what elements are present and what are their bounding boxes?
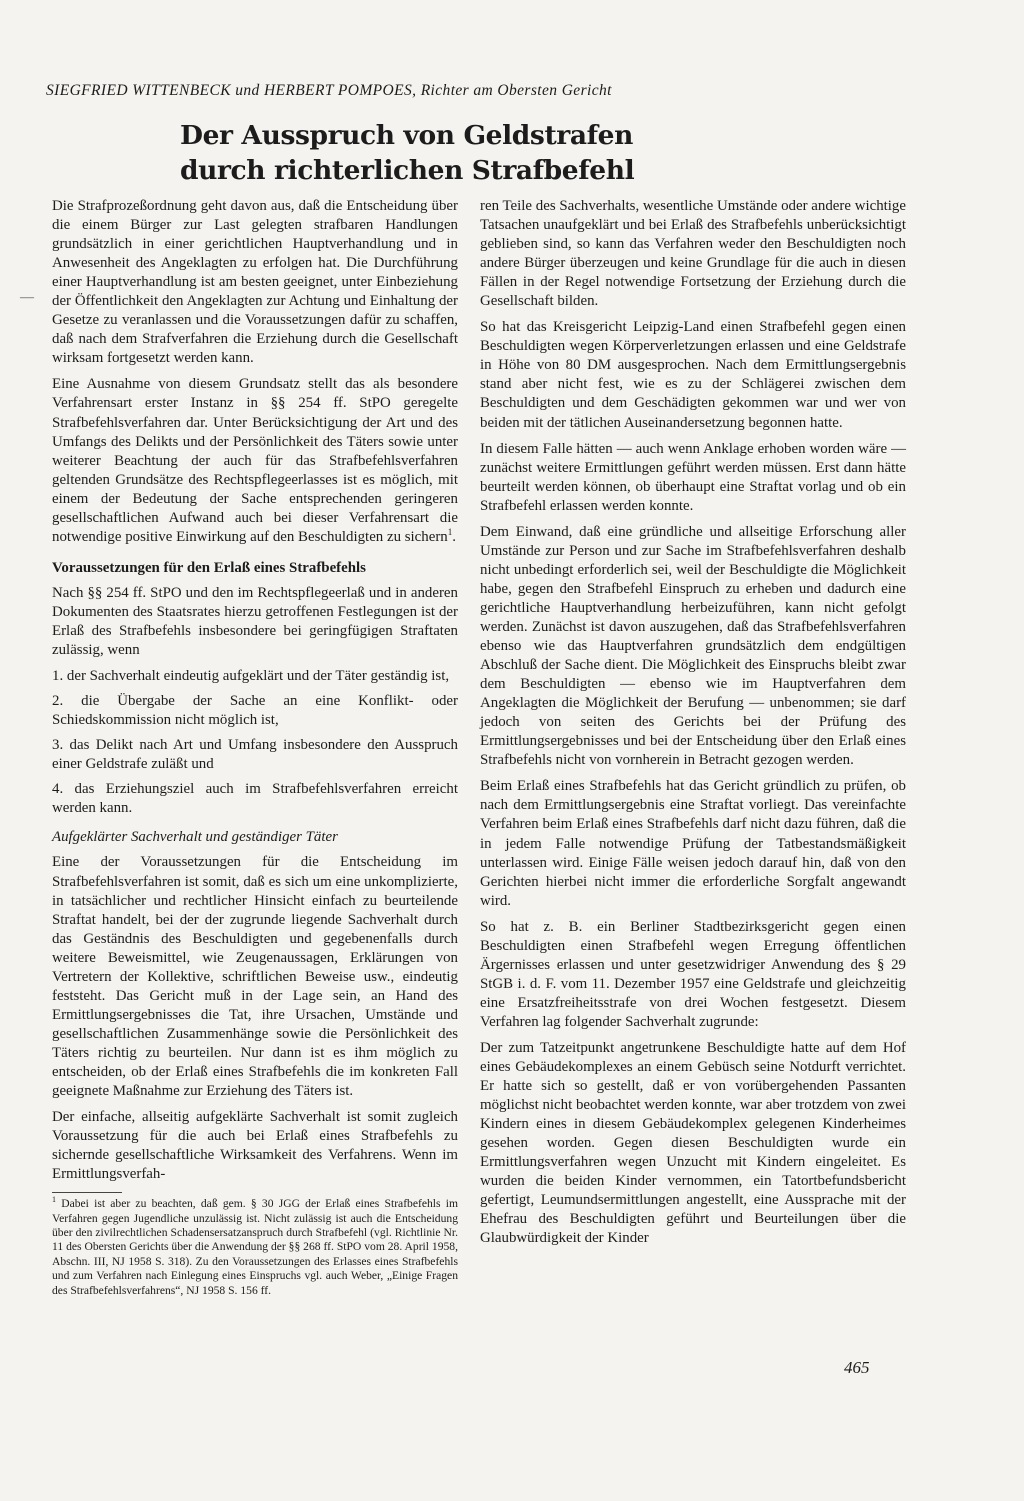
list-item: 2. die Übergabe der Sache an eine Konflikt- oder Schiedskommission nicht möglich ist,: [52, 693, 458, 729]
byline: SIEGFRIED WITTENBECK und HERBERT POMPOES, Richter am Obersten Gericht: [46, 82, 612, 99]
paragraph: Beim Erlaß eines Strafbefehls hat das Gericht gründlich zu prüfen, ob nach dem Ermittlungsergebnis eine Straftat vorliegt. Das vereinfachte Verfahren beim Erlaß eines Strafbefehls darf nicht dazu führen, daß die in jedem Falle notwendige Prüfung der Tatbestandsmäßigkeit unterlassen wird. Einige Fälle weisen jedoch darauf hin, daß von den Gerichten hierbei nicht immer die erforderliche Sorgfalt angewandt wird.: [480, 778, 906, 909]
paragraph: ren Teile des Sachverhalts, wesentliche Umstände oder andere wichtige Tatsachen unaufgeklärt und bei Erlaß des Strafbefehls unberücksichtigt geblieben sind, so kann das Verfahren weder den Beschuldigten noch andere Bürger überzeugen und keine Grundlage für die auch in diesen Fällen in der Regel notwendige Fortsetzung der Erziehung durch die Gesellschaft bilden.: [480, 198, 906, 310]
paragraph: Dem Einwand, daß eine gründliche und allseitige Erforschung aller Umstände zur Person und zur Sache im Strafbefehlsverfahren deshalb nicht unbedingt erforderlich sei, weil der Beschuldigte die Möglichkeit habe, gegen den Strafbefehl Einspruch zu erheben und dadurch eine gerichtliche Hauptverhandlung herbeizuführen, kann nicht gefolgt werden. Zunächst ist davon auszugehen, daß das Strafbefehlsverfahren ebenso wie das Hauptverfahren grundsätzlich dem endgültigen Abschluß der Sache dient. Die Möglichkeit des Einspruchs bleibt zwar dem Beschuldigten — ebenso wie im Hauptverfahren dem Angeklagten die Möglichkeit der Berufung — unbenommen; sie darf jedoch von seiten des Gerichts bei der Prüfung des Ermittlungsergebnisses und bei der Entscheidung über den Erlaß eines Strafbefehls nicht von vornherein in Betracht gezogen werden.: [480, 523, 906, 769]
paragraph: Eine der Voraussetzungen für die Entscheidung im Strafbefehlsverfahren ist somit, daß es sich um eine unkomplizierte, in tatsächlicher und rechtlicher Hinsicht einfach zu beurteilende Straftat handelt, bei der der zugrunde liegende Sachverhalt durch das Geständnis des Beschuldigten und gegebenenfalls durch weitere Beweismittel, wie Zeugenaussagen, Erklärungen von Vertretern der Kollektive, schriftlichen Beweise usw., eindeutig feststeht. Das Gericht muß in der Lage sein, an Hand des Ermittlungsergebnisses die Tat, ihre Ursachen, Umstände und gesellschaftlichen Zusammenhänge sowie die Persönlichkeit des Täters richtig zu beurteilen. Nur dann ist es ihm möglich zu entscheiden, ob der Erlaß eines Strafbefehls die im konkreten Fall geeignete Maßnahme zur Erziehung des Täters ist.: [52, 854, 458, 1100]
paragraph: Die Strafprozeßordnung geht davon aus, daß die Entscheidung über die einem Bürger zur Last gelegten strafbaren Handlungen grundsätzlich in einer gerichtlichen Hauptverhandlung und in Anwesenheit des Angeklagten zu erfolgen hat. Die Durchführung einer Hauptverhandlung ist am besten geeignet, unter Einbeziehung der Öffentlichkeit den Angeklagten zur Achtung und Einhaltung der Gesetze zu veranlassen und die Voraussetzungen dafür zu schaffen, daß nach dem Strafverfahren die Erziehung durch die Gesellschaft wirksam fortgesetzt werden kann.: [52, 198, 458, 367]
margin-mark: —: [20, 290, 34, 305]
page-number: 465: [844, 1358, 870, 1377]
paragraph: Nach §§ 254 ff. StPO und den im Rechtspflegeerlaß und in anderen Dokumenten des Staatsrates hierzu getroffenen Festlegungen ist der Erlaß des Strafbefehls insbesondere bei geringfügigen Straftaten zulässig, wenn: [52, 584, 458, 659]
title-line-2: durch richterlichen Strafbefehl: [180, 155, 635, 186]
footnote: [52, 1197, 458, 1298]
right-column: [480, 197, 906, 1255]
paragraph: Der zum Tatzeitpunkt angetrunkene Beschuldigte hatte auf dem Hof eines Gebäudekomplexes an einem Gebüsch seine Notdurft verrichtet. Er hatte sich so gestellt, daß er von vorübergehenden Passanten möglichst nicht beobachtet werden konnte, war aber trotzdem von zwei Kindern eines in diesem Gebäudekomplex gelegenen Kinderheimes gesehen worden. Gegen diesen Beschuldigten wurde ein Ermittlungsverfahren wegen Unzucht mit Kindern eingeleitet. Es wurden die beiden Kinder vernommen, ein Tatortbefundsbericht gefertigt, Leumundsermittlungen angestellt, eine Aussprache mit der Ehefrau des Beschuldigten geführt und Beurteilungen über die Glaubwürdigkeit der Kinder: [480, 1039, 906, 1247]
subsection-heading: Aufgeklärter Sachverhalt und geständiger Täter: [52, 829, 338, 846]
paragraph-end: .: [452, 528, 456, 545]
paragraph: So hat das Kreisgericht Leipzig-Land einen Strafbefehl gegen einen Beschuldigten wegen Körperverletzungen erlassen und eine Geldstrafe in Höhe von 80 DM ausgesprochen. Nach dem Ermittlungsergebnis stand aber nicht fest, wie es zu der Schlägerei zwischen dem Beschuldigten und dem Geschädigten gekommen war und wer von beiden mit der tätlichen Auseinandersetzung begonnen hatte.: [480, 319, 906, 431]
paragraph: [52, 375, 458, 546]
paragraph: Der einfache, allseitig aufgeklärte Sachverhalt ist somit zugleich Voraussetzung für die auch bei Erlaß eines Strafbefehls zu sichernde gesellschaftliche Wirksamkeit des Verfahrens. Wenn im Ermittlungsverfah-: [52, 1109, 458, 1183]
left-column: [52, 197, 458, 1298]
article-title: [180, 118, 880, 188]
list-item: 4. das Erziehungsziel auch im Strafbefehlsverfahren erreicht werden kann.: [52, 781, 458, 817]
paragraph: So hat z. B. ein Berliner Stadtbezirksgericht gegen einen Beschuldigten einen Strafbefehl wegen Erregung öffentlichen Ärgernisses erlassen und unter gesetzwidriger Anwendung des § 29 StGB i. d. F. vom 11. Dezember 1957 eine Geldstrafe und gleichzeitig eine Ersatzfreiheitsstrafe von drei Wochen festgesetzt. Diesem Verfahren lag folgender Sachverhalt zugrunde:: [480, 918, 906, 1030]
footnote-text: Dabei ist aber zu beachten, daß gem. § 30 JGG der Erlaß eines Strafbefehls im Verfahren gegen Jugendliche unzulässig ist. Nicht zulässig ist auch die Entscheidung über den zivilrechtlichen Schadensersatzanspruch durch Strafbefehl (vgl. Richtlinie Nr. 11 des Obersten Gerichts über die Anwendung der §§ 268 ff. StPO vom 28. April 1958, Abschn. III, NJ 1958 S. 318). Zu den Voraussetzungen des Erlasses eines Strafbefehls und zum Verfahren nach Einlegung eines Einspruchs vgl. auch Weber, „Einige Fragen des Strafbefehlsverfahrens“, NJ 1958 S. 156 ff.: [52, 1197, 458, 1297]
paragraph-text: Eine Ausnahme von diesem Grundsatz stellt das als besondere Verfahrensart erster Instanz in §§ 254 ff. StPO geregelte Strafbefehlsverfahren dar. Unter Berücksichtigung der Art und des Umfangs des Delikts und der Persönlichkeit des Täters sowie unter weiterer Beachtung der auch für das Strafbefehlsverfahren geltenden Grundsätze des Rechtspflegeerlasses ist es möglich, mit einem der Bedeutung der Sache entsprechenden geringeren gesellschaftlichen Aufwand auch bei dieser Verfahrensart die notwendige positive Einwirkung auf den Beschuldigten zu sichern: [52, 376, 458, 545]
section-heading: Voraussetzungen für den Erlaß eines Strafbefehls: [52, 559, 366, 576]
title-line-1: Der Ausspruch von Geldstrafen: [180, 120, 633, 151]
footnote-divider: [52, 1192, 122, 1193]
paragraph: In diesem Falle hätten — auch wenn Anklage erhoben worden wäre — zunächst weitere Ermittlungen geführt werden müssen. Erst dann hätte beurteilt werden können, ob überhaupt eine Straftat vorlag und ob ein Strafbefehl erlassen werden konnte.: [480, 440, 906, 514]
footnote-mark: 1: [52, 1195, 56, 1205]
list-item: 1. der Sachverhalt eindeutig aufgeklärt und der Täter geständig ist,: [52, 668, 450, 685]
list-item: 3. das Delikt nach Art und Umfang insbesondere den Ausspruch einer Geldstrafe zuläßt und: [52, 737, 458, 773]
footnote-ref: 1: [447, 526, 453, 537]
